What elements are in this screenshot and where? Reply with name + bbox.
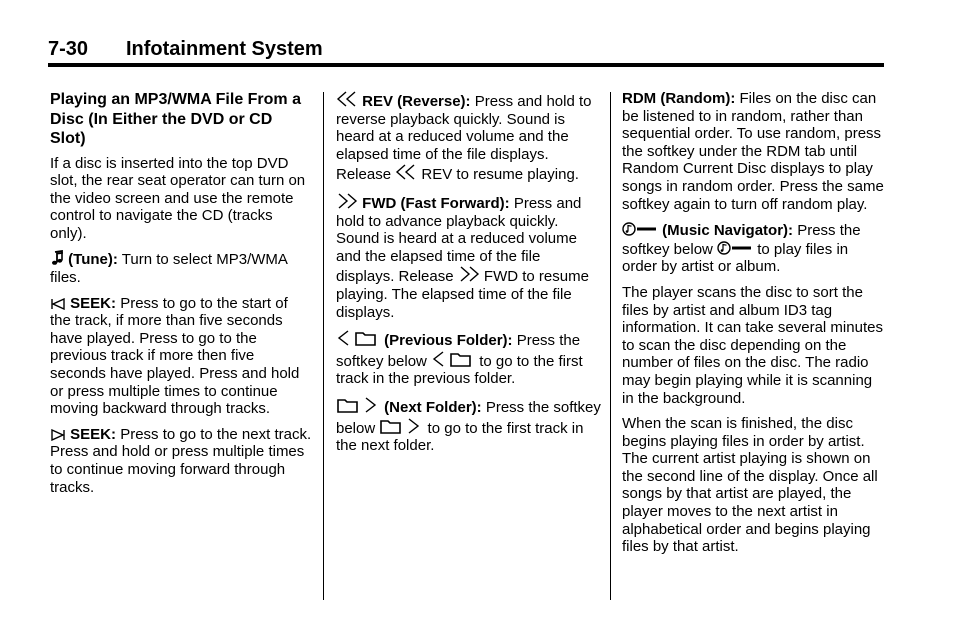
seek-forward-icon: [50, 429, 66, 441]
forward-text-1: Press and hold to advance playback quickly. Sound is heard at a reduced volume and the elapsed time of the file displays. Release: [336, 194, 582, 286]
fast-forward-icon: [336, 192, 358, 210]
forward-text-2: FWD to resume playing. The elapsed time of the file displays.: [336, 268, 589, 321]
header-rule: [48, 63, 884, 67]
page-number: 7-30: [48, 38, 89, 60]
previous-folder-paragraph: [336, 329, 602, 388]
intro-paragraph: If a disc is inserted into the top DVD slot, the rear seat operator can turn on the video screen and use the remote control to navigate the CD (tracks only).: [50, 154, 306, 242]
rewind-icon: [395, 163, 417, 181]
tune-paragraph: [50, 250, 312, 286]
music-navigator-label: (Music Navigator):: [662, 222, 794, 240]
next-folder-icon: [336, 396, 380, 414]
tune-label: (Tune):: [68, 251, 118, 269]
reverse-text-2: REV to resume playing.: [421, 166, 579, 184]
next-folder-text-1: Press the softkey below: [336, 398, 601, 437]
scan-paragraph: The player scans the disc to sort the files by artist and album ID3 tag information. It can take several minutes to scan the disc depending on the number of files on the disc. The radio may begin playing while it is scanning in the background.: [622, 283, 883, 407]
music-navigator-icon: [622, 221, 658, 237]
section-title: Infotainment System: [126, 38, 323, 60]
reverse-label: REV (Reverse):: [362, 93, 471, 110]
music-navigator-icon: [717, 240, 753, 256]
rewind-icon: [336, 90, 358, 108]
reverse-paragraph: [336, 90, 602, 184]
column-3: [622, 90, 884, 564]
seek-forward-label: SEEK:: [70, 425, 117, 443]
music-navigator-paragraph: [622, 221, 884, 276]
next-folder-paragraph: [336, 396, 602, 455]
tune-text: Turn to select MP3/WMA files.: [50, 251, 288, 287]
next-folder-label: (Next Folder):: [384, 398, 482, 416]
random-text: Files on the disc can be listened to in random, rather than sequential order. To use random, press the softkey under the RDM tab until Random Current Disc displays to play songs in random order. Press the same softkey again to turn off random play.: [622, 90, 884, 213]
forward-paragraph: [336, 192, 602, 321]
previous-folder-icon: [336, 329, 380, 347]
page-header: [48, 38, 884, 64]
reverse-text-1: Press and hold to reverse playback quickly. Sound is heard at a reduced volume and the elapsed time of the file displays. Release: [336, 93, 592, 184]
seek-forward-paragraph: [50, 426, 312, 496]
previous-folder-label: (Previous Folder):: [384, 332, 513, 350]
scan-finished-paragraph: When the scan is finished, the disc begins playing files in order by artist. The current artist playing is shown on the second line of the display. Once all songs by that artist are played, the player moves to the next artist in alphabetical order and begins playing files by that artist.: [622, 415, 878, 556]
previous-folder-text-2: to go to the first track in the previous folder.: [336, 352, 583, 388]
column-2: [336, 90, 602, 463]
music-note-icon: [50, 250, 64, 266]
seek-back-paragraph: [50, 295, 312, 418]
seek-back-icon: [50, 298, 66, 310]
next-folder-icon: [379, 417, 423, 435]
forward-label: FWD (Fast Forward):: [362, 194, 510, 212]
next-folder-text-2: to go to the first track in the next folder.: [336, 419, 584, 455]
seek-forward-text: Press to go to the next track. Press and hold or press multiple times to continue moving forward through tracks.: [50, 425, 312, 496]
column-divider-2: [610, 92, 611, 600]
previous-folder-icon: [431, 350, 475, 368]
fast-forward-icon: [458, 265, 480, 283]
previous-folder-text-1: Press the softkey below: [336, 332, 581, 370]
random-label: RDM (Random):: [622, 90, 736, 107]
random-paragraph: [622, 90, 884, 213]
music-navigator-text-2: to play files in order by artist or album.: [622, 240, 849, 276]
section-heading: Playing an MP3/WMA File From a Disc (In Either the DVD or CD Slot): [50, 91, 301, 147]
column-divider-1: [323, 92, 324, 600]
music-navigator-text-1: Press the softkey below: [622, 222, 861, 258]
column-1: [50, 90, 312, 504]
seek-back-text: Press to go to the start of the track, if more than five seconds have played. Press to go to the previous track if more then five seconds have played. Press and hold or press multiple times to continue moving backward through tracks.: [50, 294, 300, 418]
seek-back-label: SEEK:: [70, 294, 117, 312]
